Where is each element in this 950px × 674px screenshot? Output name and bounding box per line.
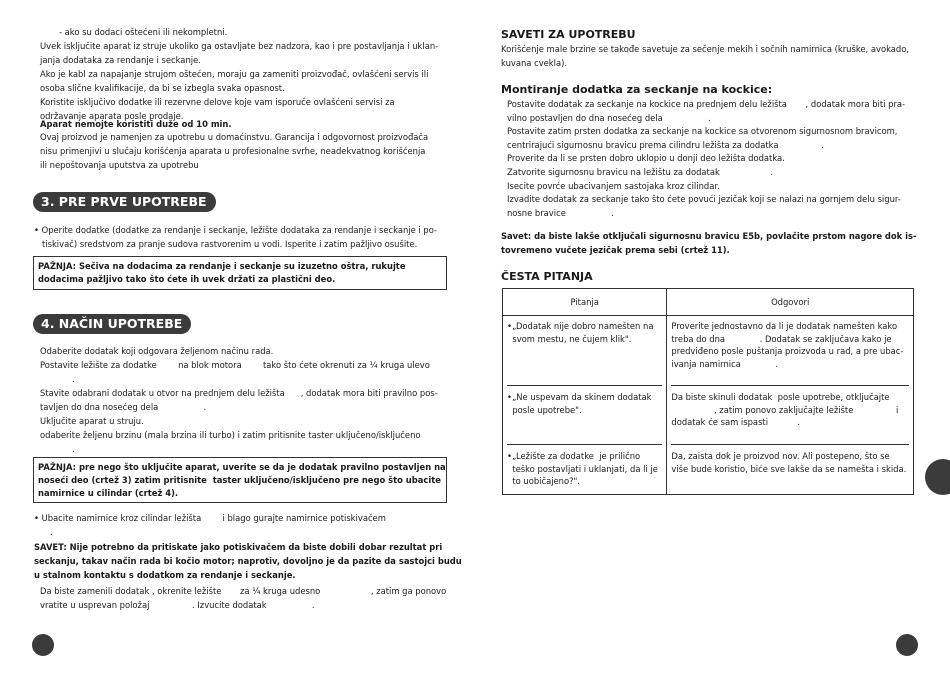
- text-line: Da biste zamenili dodatak , okrenite ležište za ¼ kruga udesno , zatim ga ponovo: [40, 586, 447, 596]
- text-line: odaberite željenu brzinu (mala brzina ili turbo) i zatim pritisnite taster uključeno/isključeno: [40, 430, 421, 440]
- faq-title: ČESTA PITANJA: [501, 270, 593, 283]
- faq-header-answers: Odgovori: [667, 289, 914, 316]
- text-line: Uključite aparat u struju.: [40, 416, 144, 426]
- text-line: Savet: da biste lakše otključali sigurnosnu bravicu E5b, povlačite prstom nagore dok is-: [501, 231, 917, 241]
- text-line: tiskivač) sredstvom za pranje sudova rastvorenim u vodi. Isperite i zatim pažljivo osušite.: [34, 239, 418, 249]
- faq-divider: [507, 385, 662, 386]
- text-line: održavanje aparata posle prodaje.: [40, 111, 184, 121]
- faq-divider: [671, 385, 909, 386]
- text-line: Isecite povrće ubacivanjem sastojaka kroz cilindar.: [507, 180, 720, 191]
- text-line: SAVET: Nije potrebno da pritiskate jako potiskivačem da biste dobili dobar rezultat pri: [34, 542, 443, 552]
- text-line: .: [40, 444, 75, 454]
- right-page: [475, 0, 950, 674]
- text-line: tovremeno vučete jezičak prema sebi (crtež 11).: [501, 245, 730, 255]
- faq-answer-3: Da, zaista dok je proizvod nov. Ali postepeno, što se više bude koristio, biće sve lakše da se namešta i skida.: [671, 451, 907, 474]
- text-line: tavljen do dna nosećeg dela .: [40, 402, 207, 412]
- text-line: Zatvorite sigurnosnu bravicu na ležištu za dodatak .: [507, 167, 774, 177]
- text-line: Postavite ležište za dodatke na blok motora tako što ćete okrenuti za ¼ kruga ulevo: [40, 360, 430, 370]
- page-marker-left: [32, 634, 54, 656]
- faq-question-2: •„Ne uspevam da skinem dodatak posle upotrebe".: [507, 392, 652, 415]
- text-line: Postavite dodatak za seckanje na kockice na prednjem delu ležišta , dodatak mora biti pra-: [507, 99, 906, 109]
- text-line: Korišćenje male brzine se takođe savetuje za sečenje mekih i sočnih namirnica (kruške, avokado,: [501, 44, 910, 54]
- text-line: - ako su dodaci oštećeni ili nekompletni.: [51, 27, 228, 37]
- text-line: vratite u usprevan položaj . Izvucite dodatak .: [40, 600, 315, 610]
- text-line: seckanju, takav način rada bi kočio motor; naprotiv, dovoljno je da pazite da sastojci budu: [34, 556, 462, 566]
- text-line: .: [34, 527, 53, 537]
- faq-answer-1: Proverite jednostavno da li je dodatak namešten kako treba do dna . Dodatak se zaključava kako je predviđeno posle puštanja proizvoda u rad, a pre ubac- ivanja namirnica .: [671, 321, 904, 369]
- text-line: centrirajući sigurnosnu bravicu prema cilindru ležišta za dodatka .: [507, 139, 824, 150]
- text-line: Odaberite dodatak koji odgovara željenom načinu rada.: [40, 346, 274, 356]
- max-usage-warning: Aparat nemojte koristiti duže od 10 min.: [40, 119, 232, 129]
- text-line: Koristite isključivo dodatke ili rezervne delove koje vam isporuče ovlašćeni servisi za: [40, 97, 395, 107]
- page-marker-right: [896, 634, 918, 656]
- faq-answer-2: Da biste skinuli dodatak posle upotrebe, otključajte , zatim ponovo zaključajte ležište i dodatak će sam ispasti .: [671, 392, 899, 427]
- text-line: ili nepoštovanja uputstva za upotrebu: [40, 160, 199, 170]
- text-line: Stavite odabrani dodatak u otvor na prednjem delu ležišta , dodatak mora biti pravilno pos-: [40, 388, 438, 398]
- section-3-title: 3. PRE PRVE UPOTREBE: [33, 192, 216, 212]
- page-tab-marker: [925, 459, 950, 495]
- warning-box-blades: PAŽNJA: Sečiva na dodacima za rendanje i seckanje su izuzetno oštra, rukujte dodacima pažljivo tako što ćete ih uvek držati za plastični deo.: [33, 256, 447, 290]
- text-line: Ako je kabl za napajanje strujom oštećen, moraju ga zameniti proizvođač, ovlašćeni servis ili: [40, 69, 429, 79]
- text-line: • Ubacite namirnice kroz cilindar ležišta i blago gurajte namirnice potiskivačem: [34, 513, 386, 523]
- text-line: janja dodataka za rendanje i seckanje.: [40, 55, 201, 65]
- text-line: kuvana cvekla).: [501, 58, 568, 68]
- faq-divider: [507, 444, 662, 445]
- text-line: Uvek isključite aparat iz struje ukoliko ga ostavljate bez nadzora, kao i pre postavljanja i uklan-: [40, 41, 439, 51]
- section-4-title: 4. NAČIN UPOTREBE: [33, 314, 191, 334]
- text-line: .: [40, 374, 75, 384]
- text-line: Postavite zatim prsten dodatka za seckanje na kockice sa otvorenom sigurnosnom bravicom,: [507, 126, 898, 137]
- montiranje-title: Montiranje dodatka za seckanje na kockice:: [501, 83, 773, 96]
- text-line: u stalnom kontaktu s dodatkom za rendanje i seckanje.: [34, 570, 296, 580]
- faq-questions-cell: [503, 316, 667, 495]
- warning-box-usage: PAŽNJA: pre nego što uključite aparat, uverite se da je dodatak pravilno postavljen na noseći deo (crtež 3) zatim pritisnite taster uključeno/isključeno pre nego što ubacite namirnice u cilindar (crtež 4).: [33, 457, 447, 503]
- text-line: Izvadite dodatak za seckanje tako što ćete povući jezičak koji se nalazi na gornjem delu sigur-: [507, 194, 901, 205]
- text-line: vilno postavljen do dna nosećeg dela .: [507, 112, 711, 123]
- text-line: Ovaj proizvod je namenjen za upotrebu u domaćinstvu. Garancija i odgovornost proizvođača: [40, 132, 429, 142]
- text-line: osoba slične kvalifikacije, da bi se izbegla svaka opasnost.: [40, 83, 285, 93]
- text-line: • Operite dodatke (dodatke za rendanje i seckanje, ležište dodataka za rendanje i seckanje i po-: [34, 225, 438, 235]
- text-line: Proverite da li se prsten dobro uklopio u donji deo ležišta dodatka.: [507, 153, 785, 164]
- text-line: nosne bravice .: [507, 207, 614, 218]
- faq-table: [502, 288, 914, 495]
- saveti-title: SAVETI ZA UPOTREBU: [501, 28, 636, 41]
- faq-question-3: •„Ležište za dodatke je prilično teško postavljati i uklanjati, da li je to uobičajeno?".: [507, 451, 658, 486]
- faq-divider: [671, 444, 909, 445]
- text-line: nisu primenjivi u slučaju korišćenja aparata u profesionalne svrhe, neadekvatnog korišćenja: [40, 146, 426, 156]
- faq-answers-cell: [667, 316, 914, 495]
- faq-question-1: •„Dodatak nije dobro namešten na svom mestu, ne čujem klik".: [507, 321, 654, 344]
- faq-header-questions: Pitanja: [503, 289, 667, 316]
